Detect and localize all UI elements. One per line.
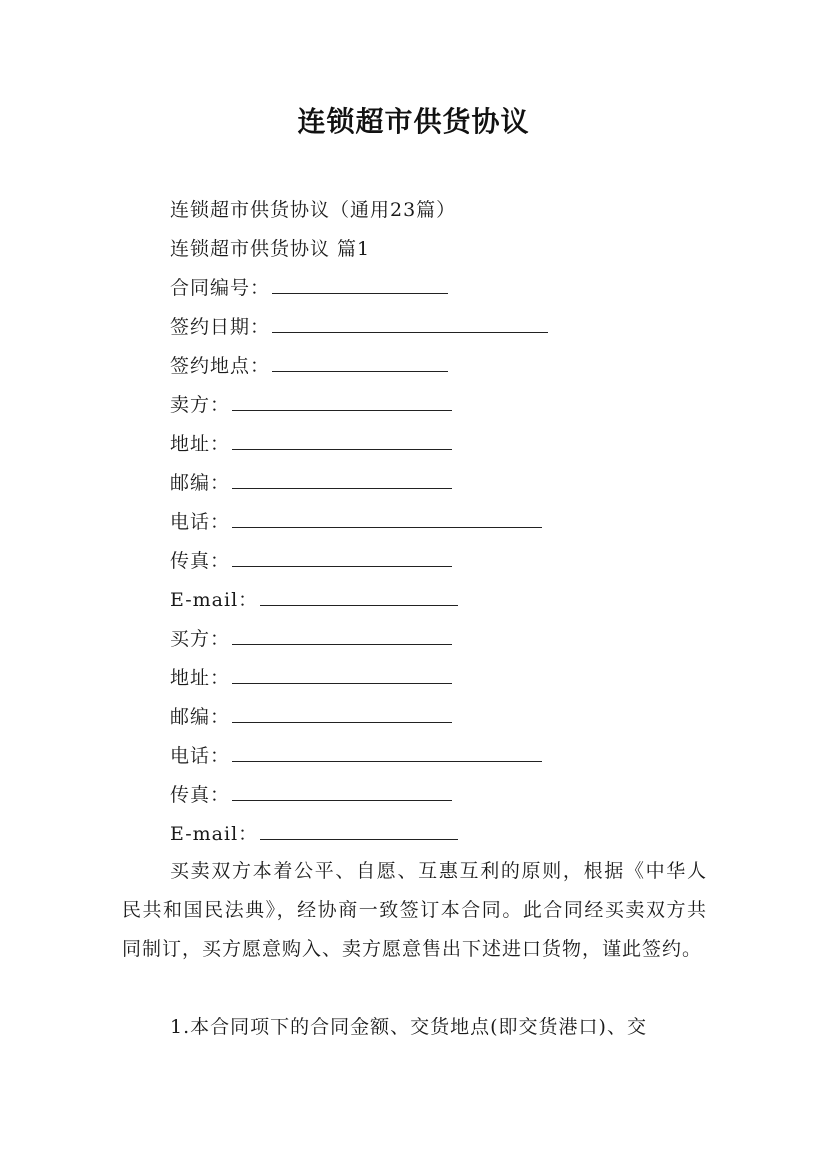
fill-blank xyxy=(272,277,448,294)
field-seller-phone xyxy=(170,510,542,534)
field-label: 传真： xyxy=(170,784,231,806)
field-label: 地址： xyxy=(170,433,231,455)
section-heading: 连锁超市供货协议 篇1 xyxy=(170,238,371,260)
field-seller-email xyxy=(170,588,458,612)
field-label: 地址： xyxy=(170,667,231,689)
field-seller-fax xyxy=(170,549,452,573)
fill-blank xyxy=(272,355,448,372)
document-title: 连锁超市供货协议 xyxy=(297,105,530,138)
fill-blank xyxy=(232,784,452,801)
field-buyer-fax xyxy=(170,783,452,807)
fill-blank xyxy=(232,745,542,762)
body-paragraph: 1.本合同项下的合同金额、交货地点(即交货港口)、交 xyxy=(170,1016,647,1038)
field-label: 邮编： xyxy=(170,472,231,494)
fill-blank xyxy=(260,589,458,606)
field-buyer-address xyxy=(170,666,452,690)
fill-blank xyxy=(260,823,458,840)
field-label: 签约地点： xyxy=(170,355,271,377)
field-label: 合同编号： xyxy=(170,277,271,299)
field-buyer xyxy=(170,627,452,651)
fill-blank xyxy=(232,433,452,450)
field-label: 买方： xyxy=(170,628,231,650)
fill-blank xyxy=(232,628,452,645)
field-label: 电话： xyxy=(170,511,231,533)
fill-blank xyxy=(232,511,542,528)
body-paragraph: 买卖双方本着公平、自愿、互惠互利的原则，根据《中华人民共和国民法典》，经协商一致签订本合同。此合同经买卖双方共同制订，买方愿意购入、卖方愿意售出下述进口货物，谨此签约。 xyxy=(122,860,707,960)
field-sign-date xyxy=(170,315,548,339)
fill-blank xyxy=(232,472,452,489)
field-label: 电话： xyxy=(170,745,231,767)
field-label: 卖方： xyxy=(170,394,231,416)
field-buyer-email xyxy=(170,822,458,846)
field-seller-address xyxy=(170,432,452,456)
field-label: 邮编： xyxy=(170,706,231,728)
field-label: E-mail： xyxy=(170,589,259,611)
field-label: 签约日期： xyxy=(170,316,271,338)
field-buyer-postcode xyxy=(170,705,452,729)
field-sign-place xyxy=(170,354,448,378)
fill-blank xyxy=(272,316,548,333)
field-label: E-mail： xyxy=(170,823,259,845)
field-contract-number xyxy=(170,276,448,300)
field-label: 传真： xyxy=(170,550,231,572)
field-seller-postcode xyxy=(170,471,452,495)
field-seller xyxy=(170,393,452,417)
fill-blank xyxy=(232,550,452,567)
fill-blank xyxy=(232,667,452,684)
document-subtitle: 连锁超市供货协议（通用23篇） xyxy=(170,199,457,221)
field-buyer-phone xyxy=(170,744,542,768)
fill-blank xyxy=(232,394,452,411)
fill-blank xyxy=(232,706,452,723)
